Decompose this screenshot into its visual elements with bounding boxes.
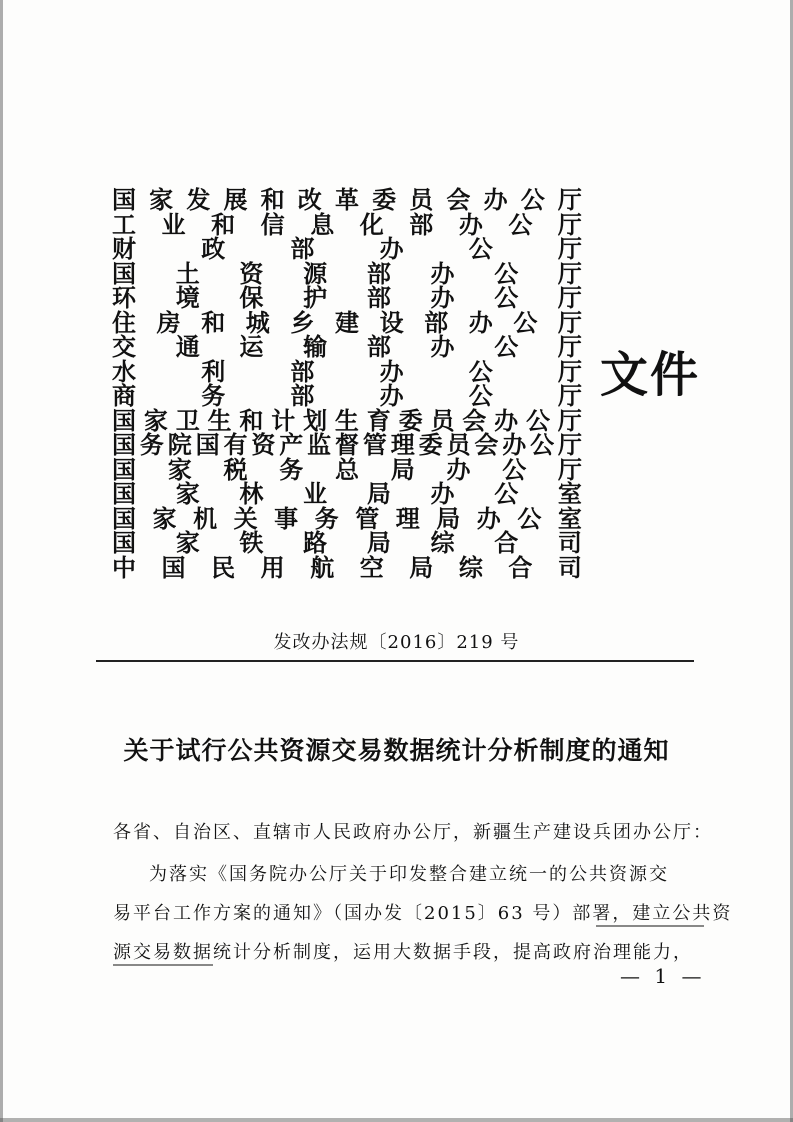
issuer-char: 政 <box>201 234 226 263</box>
issuer-char: 输 <box>303 332 328 361</box>
issuer-char: 产 <box>279 430 304 459</box>
issuer-char: 家 <box>143 405 168 435</box>
document-label: 文件 <box>600 347 701 403</box>
issuer-char: 合 <box>494 528 519 557</box>
issuer-char: 务 <box>279 454 304 484</box>
issuer-char: 家 <box>167 454 192 484</box>
issuer-line <box>112 528 582 557</box>
issuer-char: 家 <box>175 479 200 508</box>
issuer-char: 公 <box>517 503 542 533</box>
issuer-char: 用 <box>260 552 285 582</box>
scan-edge-bottom <box>0 1118 793 1122</box>
issuer-char: 家 <box>175 528 200 557</box>
issuer-char: 厅 <box>557 356 582 386</box>
issuer-char: 息 <box>310 209 335 239</box>
issuer-char: 乡 <box>290 307 315 337</box>
issuer-char: 理 <box>395 503 420 533</box>
issuer-char: 厅 <box>557 381 582 410</box>
issuer-char: 化 <box>359 209 384 239</box>
issuer-char: 厅 <box>557 185 582 214</box>
issuer-char: 公 <box>494 283 519 312</box>
issuing-agencies-list <box>112 185 582 582</box>
issuer-char: 理 <box>390 430 415 459</box>
issuer-char: 厅 <box>557 405 582 435</box>
issuer-char: 业 <box>303 479 328 508</box>
issuer-line <box>112 209 582 239</box>
issuer-char: 管 <box>355 503 380 533</box>
issuer-char: 公 <box>494 479 519 508</box>
issuer-char: 部 <box>366 258 391 288</box>
issuer-char: 办 <box>502 430 527 459</box>
issuer-char: 公 <box>494 332 519 361</box>
issuer-char: 革 <box>334 185 359 214</box>
issuer-char: 部 <box>424 307 449 337</box>
issuer-char: 家 <box>152 503 177 533</box>
issuer-char: 业 <box>161 209 186 239</box>
issuer-char: 国 <box>112 258 136 288</box>
issuer-char: 保 <box>239 283 264 312</box>
issuer-char: 厅 <box>558 430 582 459</box>
issuer-char: 税 <box>223 454 248 484</box>
issuer-char: 家 <box>149 185 174 214</box>
issuer-char: 办 <box>483 185 508 214</box>
issuer-char: 生 <box>207 405 232 435</box>
handwritten-underline <box>113 964 213 966</box>
page-number: — 1 — <box>620 964 706 988</box>
issuer-char: 委 <box>398 405 423 435</box>
issuer-char: 国 <box>112 503 136 533</box>
issuer-char: 国 <box>112 185 136 214</box>
body-line: 易平台工作方案的通知》（国办发〔2015〕63 号）部署，建立公共资 <box>113 903 733 924</box>
issuer-char: 资 <box>251 430 276 459</box>
issuer-char: 会 <box>446 185 471 214</box>
issuer-char: 司 <box>557 528 582 557</box>
issuer-char: 事 <box>274 503 299 533</box>
issuer-char: 厅 <box>557 234 582 263</box>
issuer-char: 院 <box>167 430 192 459</box>
issuer-char: 办 <box>379 381 404 410</box>
issuer-char: 信 <box>260 209 285 239</box>
issuer-char: 会 <box>474 430 499 459</box>
issuer-char: 厅 <box>557 283 582 312</box>
issuer-char: 部 <box>366 332 391 361</box>
issuer-char: 通 <box>175 332 200 361</box>
issuer-char: 机 <box>193 503 218 533</box>
issuer-char: 部 <box>290 381 315 410</box>
issuer-char: 护 <box>303 283 328 312</box>
issuer-char: 员 <box>409 185 434 214</box>
issuer-line <box>112 185 582 214</box>
issuer-char: 员 <box>430 405 455 435</box>
issuer-char: 厅 <box>557 209 582 239</box>
issuer-char: 房 <box>156 307 181 337</box>
issuer-char: 办 <box>379 234 404 263</box>
issuer-char: 委 <box>418 430 443 459</box>
issuer-line <box>112 356 582 386</box>
issuer-char: 民 <box>211 552 236 582</box>
issuer-char: 办 <box>494 405 519 435</box>
issuer-char: 厅 <box>557 332 582 361</box>
issuer-char: 商 <box>112 381 136 410</box>
issuer-char: 办 <box>430 283 455 312</box>
issuer-char: 资 <box>239 258 264 288</box>
issuer-char: 综 <box>458 552 483 582</box>
issuer-char: 局 <box>366 528 391 557</box>
issuer-char: 部 <box>366 283 391 312</box>
document-title: 关于试行公共资源交易数据统计分析制度的通知 <box>123 736 670 765</box>
issuer-char: 卫 <box>175 405 200 435</box>
issuer-char: 公 <box>530 430 555 459</box>
issuer-char: 部 <box>290 234 315 263</box>
issuer-char: 和 <box>211 209 236 239</box>
issuer-char: 局 <box>436 503 461 533</box>
issuer-char: 室 <box>557 479 582 508</box>
issuer-char: 办 <box>476 503 501 533</box>
issuer-char: 局 <box>390 454 415 484</box>
issuer-char: 环 <box>112 283 136 312</box>
issuer-char: 育 <box>366 405 391 435</box>
issuer-char: 国 <box>112 528 136 557</box>
header-divider <box>96 660 694 662</box>
issuer-char: 林 <box>239 479 264 508</box>
issuer-char: 展 <box>223 185 248 214</box>
issuer-char: 局 <box>409 552 434 582</box>
issuer-char: 和 <box>239 405 264 435</box>
scan-edge-left <box>0 0 3 1122</box>
issuer-char: 境 <box>175 283 200 312</box>
issuer-char: 管 <box>362 430 387 459</box>
issuer-char: 员 <box>446 430 471 459</box>
issuer-char: 路 <box>303 528 328 557</box>
issuer-char: 办 <box>430 332 455 361</box>
issuer-char: 财 <box>112 234 136 263</box>
issuer-line <box>112 430 582 459</box>
issuer-char: 改 <box>297 185 322 214</box>
issuer-char: 办 <box>468 307 493 337</box>
issuer-char: 源 <box>303 258 328 288</box>
issuer-char: 厅 <box>558 454 582 484</box>
issuer-char: 国 <box>161 552 186 582</box>
issuer-char: 公 <box>494 258 519 288</box>
issuer-char: 利 <box>201 356 226 386</box>
issuer-char: 和 <box>260 185 285 214</box>
issuer-char: 划 <box>303 405 328 435</box>
issuer-char: 室 <box>557 503 582 533</box>
issuer-char: 工 <box>112 209 136 239</box>
issuer-char: 公 <box>525 405 550 435</box>
issuer-char: 空 <box>359 552 384 582</box>
issuer-char: 务 <box>139 430 164 459</box>
issuer-char: 督 <box>335 430 359 459</box>
issuer-char: 公 <box>468 356 493 386</box>
issuer-char: 公 <box>520 185 545 214</box>
issuer-char: 务 <box>201 381 226 410</box>
issuer-char: 办 <box>430 258 455 288</box>
issuer-char: 司 <box>557 552 582 582</box>
issuer-line <box>112 381 582 410</box>
issuer-char: 计 <box>271 405 296 435</box>
issuer-char: 局 <box>366 479 391 508</box>
issuer-char: 综 <box>430 528 455 557</box>
issuer-char: 厅 <box>557 307 582 337</box>
issuer-char: 委 <box>372 185 397 214</box>
issuer-char: 务 <box>314 503 339 533</box>
issuer-char: 土 <box>175 258 200 288</box>
issuer-char: 合 <box>508 552 533 582</box>
issuer-char: 国 <box>195 430 220 459</box>
issuer-char: 公 <box>468 381 493 410</box>
issuer-char: 铁 <box>239 528 264 557</box>
issuer-line <box>112 552 582 582</box>
issuer-char: 和 <box>201 307 226 337</box>
issuer-char: 总 <box>335 454 359 484</box>
body-line: 源交易数据统计分析制度，运用大数据手段，提高政府治理能力， <box>113 942 693 963</box>
body-line: 各省、自治区、直辖市人民政府办公厅，新疆生产建设兵团办公厅： <box>113 822 713 843</box>
issuer-char: 监 <box>307 430 332 459</box>
issuer-char: 办 <box>446 454 471 484</box>
issuer-char: 国 <box>112 405 136 435</box>
issuer-char: 建 <box>334 307 359 337</box>
issuer-char: 城 <box>245 307 270 337</box>
issuer-char: 有 <box>223 430 248 459</box>
issuer-char: 公 <box>513 307 538 337</box>
issuer-line <box>112 332 582 361</box>
issuer-char: 生 <box>334 405 359 435</box>
handwritten-underline <box>596 925 704 927</box>
issuer-char: 会 <box>462 405 487 435</box>
issuer-line <box>112 479 582 508</box>
issuer-char: 运 <box>239 332 264 361</box>
issuer-char: 办 <box>379 356 404 386</box>
issuer-char: 国 <box>112 479 136 508</box>
body-line: 为落实《国务院办公厅关于印发整合建立统一的公共资源交 <box>149 864 669 885</box>
issuer-char: 交 <box>112 332 136 361</box>
issuer-char: 厅 <box>557 258 582 288</box>
issuer-char: 国 <box>112 454 136 484</box>
issuer-char: 住 <box>112 307 136 337</box>
issuer-char: 公 <box>468 234 493 263</box>
issuer-char: 航 <box>310 552 335 582</box>
issuer-line <box>112 283 582 312</box>
issuer-char: 公 <box>502 454 527 484</box>
issuer-char: 部 <box>290 356 315 386</box>
issuer-char: 水 <box>112 356 136 386</box>
document-number: 发改办法规〔2016〕219 号 <box>273 632 520 653</box>
issuer-char: 发 <box>186 185 211 214</box>
issuer-line <box>112 234 582 263</box>
issuer-char: 部 <box>409 209 434 239</box>
issuer-char: 办 <box>458 209 483 239</box>
issuer-char: 办 <box>430 479 455 508</box>
issuer-char: 国 <box>112 430 136 459</box>
issuer-char: 设 <box>379 307 404 337</box>
issuer-char: 关 <box>233 503 258 533</box>
issuer-char: 公 <box>508 209 533 239</box>
issuer-char: 中 <box>112 552 136 582</box>
